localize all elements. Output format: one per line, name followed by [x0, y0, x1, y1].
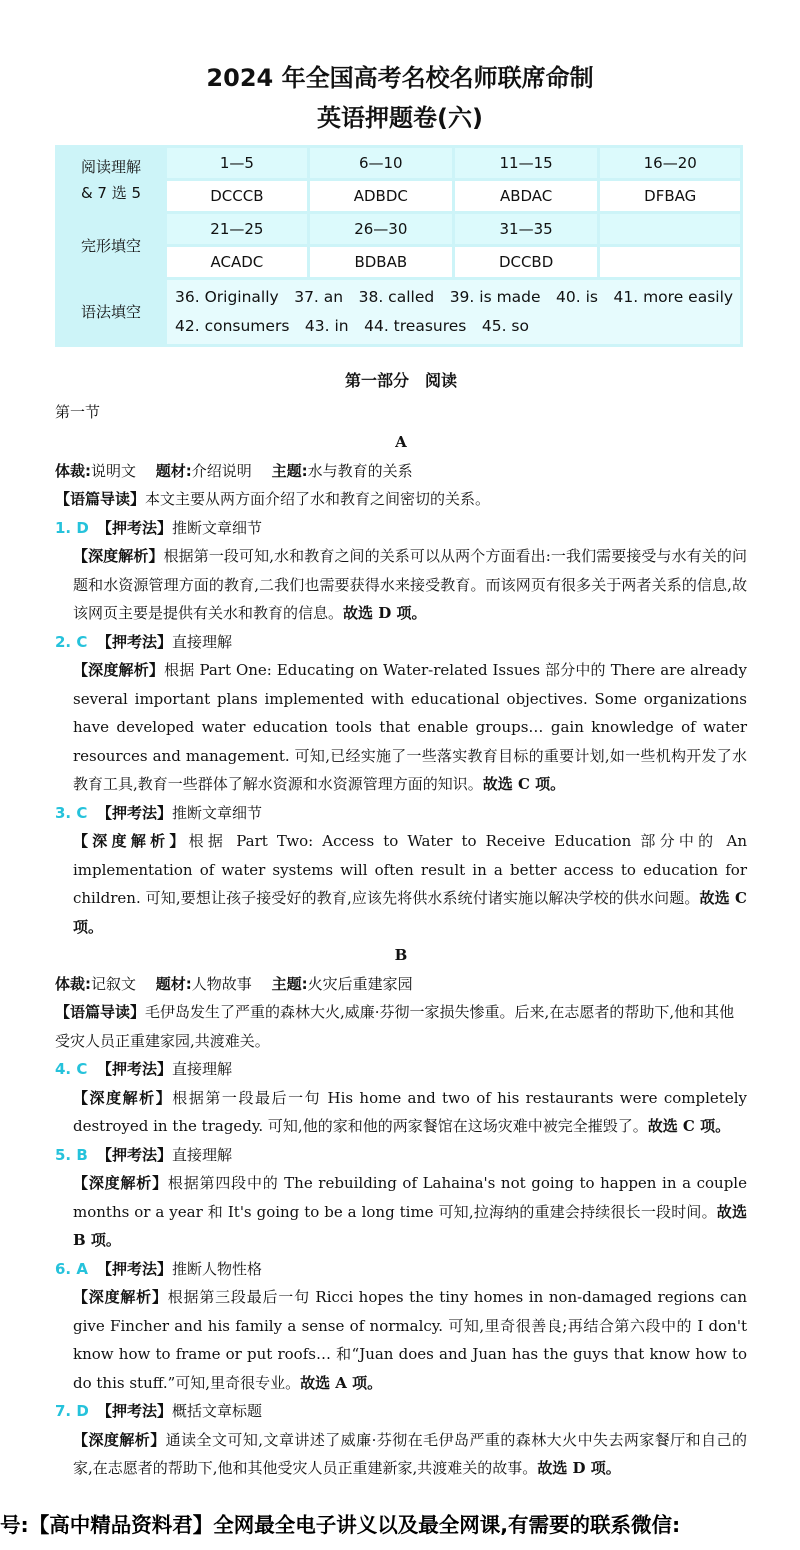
genre-value: 说明文	[91, 461, 137, 480]
analysis-paragraph	[73, 1283, 747, 1397]
analysis-paragraph	[73, 1426, 747, 1483]
method-label: 【押考法】	[97, 1402, 173, 1420]
analysis-text: 根据 Part Two: Access to Water to Receive Education 部分中的 An implementation of water systems will often result in a better access to education for children. 可知,要想让孩子接受好的教育,应该先将供水系统付诸实施以解决学校的供水问题。	[73, 832, 747, 907]
question-number: 6. A	[55, 1259, 88, 1278]
range-cell: 11—15	[455, 148, 598, 178]
question-item	[55, 1255, 747, 1284]
analysis-label: 【深度解析】	[73, 1088, 173, 1107]
answer-choice: 故选 B 项。	[73, 1202, 747, 1249]
question-number: 2. C	[55, 632, 88, 651]
footer-banner: 号:【高中精品资料君】全网最全电子讲义以及最全网课,有需要的联系微信:	[0, 1513, 681, 1537]
answer-choice: 故选 D 项。	[537, 1459, 621, 1477]
theme-value: 水与教育的关系	[307, 461, 413, 480]
analysis-paragraph	[73, 1084, 747, 1141]
range-cell: 31—35	[455, 214, 598, 244]
range-cell	[600, 214, 740, 244]
category-reading-line2: & 7 选 5	[80, 183, 142, 202]
analysis-label: 【深度解析】	[73, 1430, 166, 1449]
range-cell: 6—10	[310, 148, 452, 178]
genre-label: 体裁:	[55, 974, 91, 993]
method-text: 推断文章细节	[172, 518, 263, 537]
answer-cell: DFBAG	[600, 181, 740, 211]
theme-value: 火灾后重建家园	[307, 974, 413, 993]
guide-label: 【语篇导读】	[55, 490, 146, 508]
question-item	[55, 1055, 747, 1084]
range-cell: 21—25	[167, 214, 307, 244]
analysis-label: 【深度解析】	[73, 547, 164, 565]
exam-subtitle: 英语押题卷(六)	[317, 104, 483, 132]
method-label: 【押考法】	[97, 1145, 173, 1164]
subject-value: 介绍说明	[191, 461, 252, 480]
method-text: 直接理解	[172, 1145, 233, 1164]
answer-choice: 故选 D 项。	[343, 604, 427, 622]
answer-cell: DCCBD	[455, 247, 598, 277]
genre-label: 体裁:	[55, 461, 91, 480]
answer-key-table	[55, 145, 743, 347]
grammar-line1: 36. Originally 37. an 38. called 39. is made 40. is 41. more easily	[175, 288, 734, 306]
subject-value: 人物故事	[191, 974, 252, 993]
question-item	[55, 1141, 747, 1170]
passage-guide	[55, 485, 747, 514]
answer-explanations	[55, 365, 747, 1483]
answer-cell: DCCCB	[167, 181, 307, 211]
method-label: 【押考法】	[97, 632, 173, 651]
answer-cell: ADBDC	[310, 181, 452, 211]
method-label: 【押考法】	[97, 518, 173, 537]
genre-value: 记叙文	[91, 974, 137, 993]
analysis-text: 根据第一段最后一句 His home and two of his restaurants were completely destroyed in the tragedy. 可知,他的家和他的两家餐馆在这场灾难中被完全摧毁了。	[73, 1088, 747, 1135]
part-title: 第一部分 阅读	[344, 371, 457, 390]
subject-label: 题材:	[155, 974, 192, 993]
analysis-text: 通读全文可知,文章讲述了威廉·芬彻在毛伊岛严重的森林大火中失去两家餐厅和自己的家,在志愿者的帮助下,他和其他受灾人员正重建新家,共渡难关的故事。	[73, 1430, 747, 1477]
range-cell: 26—30	[310, 214, 452, 244]
question-item	[55, 514, 747, 543]
range-cell: 1—5	[167, 148, 307, 178]
analysis-paragraph	[73, 656, 747, 799]
guide-label: 【语篇导读】	[55, 1003, 146, 1021]
guide-text: 毛伊岛发生了严重的森林大火,威廉·芬彻一家损失惨重。后来,在志愿者的帮助下,他和其他受灾人员正重建家园,共渡难关。	[55, 1003, 735, 1050]
passage-meta	[55, 457, 747, 486]
answer-choice: 故选 A 项。	[300, 1373, 383, 1392]
grammar-line2: 42. consumers 43. in 44. treasures 45. so	[175, 317, 529, 335]
answer-cell: BDBAB	[310, 247, 452, 277]
method-label: 【押考法】	[97, 1259, 173, 1278]
passage-meta	[55, 970, 747, 999]
category-reading	[58, 148, 164, 211]
theme-label: 主题:	[271, 974, 308, 993]
answer-choice: 故选 C 项。	[73, 889, 747, 936]
analysis-text: 根据 Part One: Educating on Water-related Issues 部分中的 There are already several important plans implemented with educational objectives. Some organizations have developed water education tools that enable groups… gain knowledge of water resources and management. 可知,已经实施了一些落实教育目标的重要计划,如一些机构开发了水教育工具,教育一些群体了解水资源和水资源管理方面的知识。	[73, 661, 747, 793]
guide-text: 本文主要从两方面介绍了水和教育之间密切的关系。	[145, 490, 491, 508]
theme-label: 主题:	[271, 461, 308, 480]
analysis-text: 根据第三段最后一句 Ricci hopes the tiny homes in non-damaged regions can give Fincher and his family a sense of normalcy. 可知,里奇很善良;再结合第六段中的 I don't know how to frame or put roofs… 和“Juan does and Juan has the guys that know how to do this stuff.”可知,里奇很专业。	[73, 1288, 747, 1392]
analysis-text: 根据第四段中的 The rebuilding of Lahaina's not going to happen in a couple months or a year 和 It's going to be a long time 可知,拉海纳的重建会持续很长一段时间。	[73, 1174, 747, 1221]
question-number: 3. C	[55, 803, 88, 822]
question-number: 1. D	[55, 518, 89, 537]
subject-label: 题材:	[155, 461, 192, 480]
passage-letter: B	[394, 946, 408, 964]
answer-cell: ABDAC	[455, 181, 598, 211]
method-text: 直接理解	[172, 1060, 233, 1078]
analysis-paragraph	[73, 1169, 747, 1255]
question-item	[55, 1397, 747, 1426]
grammar-answers	[167, 280, 740, 344]
method-text: 直接理解	[172, 632, 233, 651]
answer-choice: 故选 C 项。	[482, 775, 566, 793]
answer-cell: ACADC	[167, 247, 307, 277]
analysis-paragraph	[73, 827, 747, 941]
analysis-text: 根据第一段可知,水和教育之间的关系可以从两个方面看出:一我们需要接受与水有关的问题和水资源管理方面的教育,二我们也需要获得水来接受教育。而该网页有很多关于两者关系的信息,故该网页主要是提供有关水和教育的信息。	[73, 547, 747, 622]
category-cloze: 完形填空	[58, 214, 164, 277]
analysis-label: 【深度解析】	[73, 1288, 168, 1306]
category-grammar: 语法填空	[58, 280, 164, 344]
analysis-label: 【深度解析】	[73, 661, 165, 679]
section-title: 第一节	[55, 402, 101, 421]
method-label: 【押考法】	[97, 803, 173, 822]
answer-cell	[600, 247, 740, 277]
exam-title: 2024 年全国高考名校名师联席命制	[206, 64, 594, 92]
question-number: 7. D	[55, 1402, 89, 1420]
analysis-label: 【深度解析】	[73, 832, 189, 850]
question-item	[55, 628, 747, 657]
analysis-label: 【深度解析】	[73, 1174, 168, 1192]
method-text: 推断文章细节	[172, 803, 263, 822]
question-number: 5. B	[55, 1145, 88, 1164]
category-reading-line1: 阅读理解	[80, 157, 141, 176]
question-number: 4. C	[55, 1060, 88, 1078]
range-cell: 16—20	[600, 148, 740, 178]
analysis-paragraph	[73, 542, 747, 628]
passage-letter: A	[395, 433, 407, 451]
answer-choice: 故选 C 项。	[647, 1117, 731, 1135]
method-label: 【押考法】	[97, 1060, 173, 1078]
method-text: 概括文章标题	[172, 1402, 263, 1420]
method-text: 推断人物性格	[172, 1259, 263, 1278]
question-item	[55, 799, 747, 828]
passage-guide	[55, 998, 747, 1055]
